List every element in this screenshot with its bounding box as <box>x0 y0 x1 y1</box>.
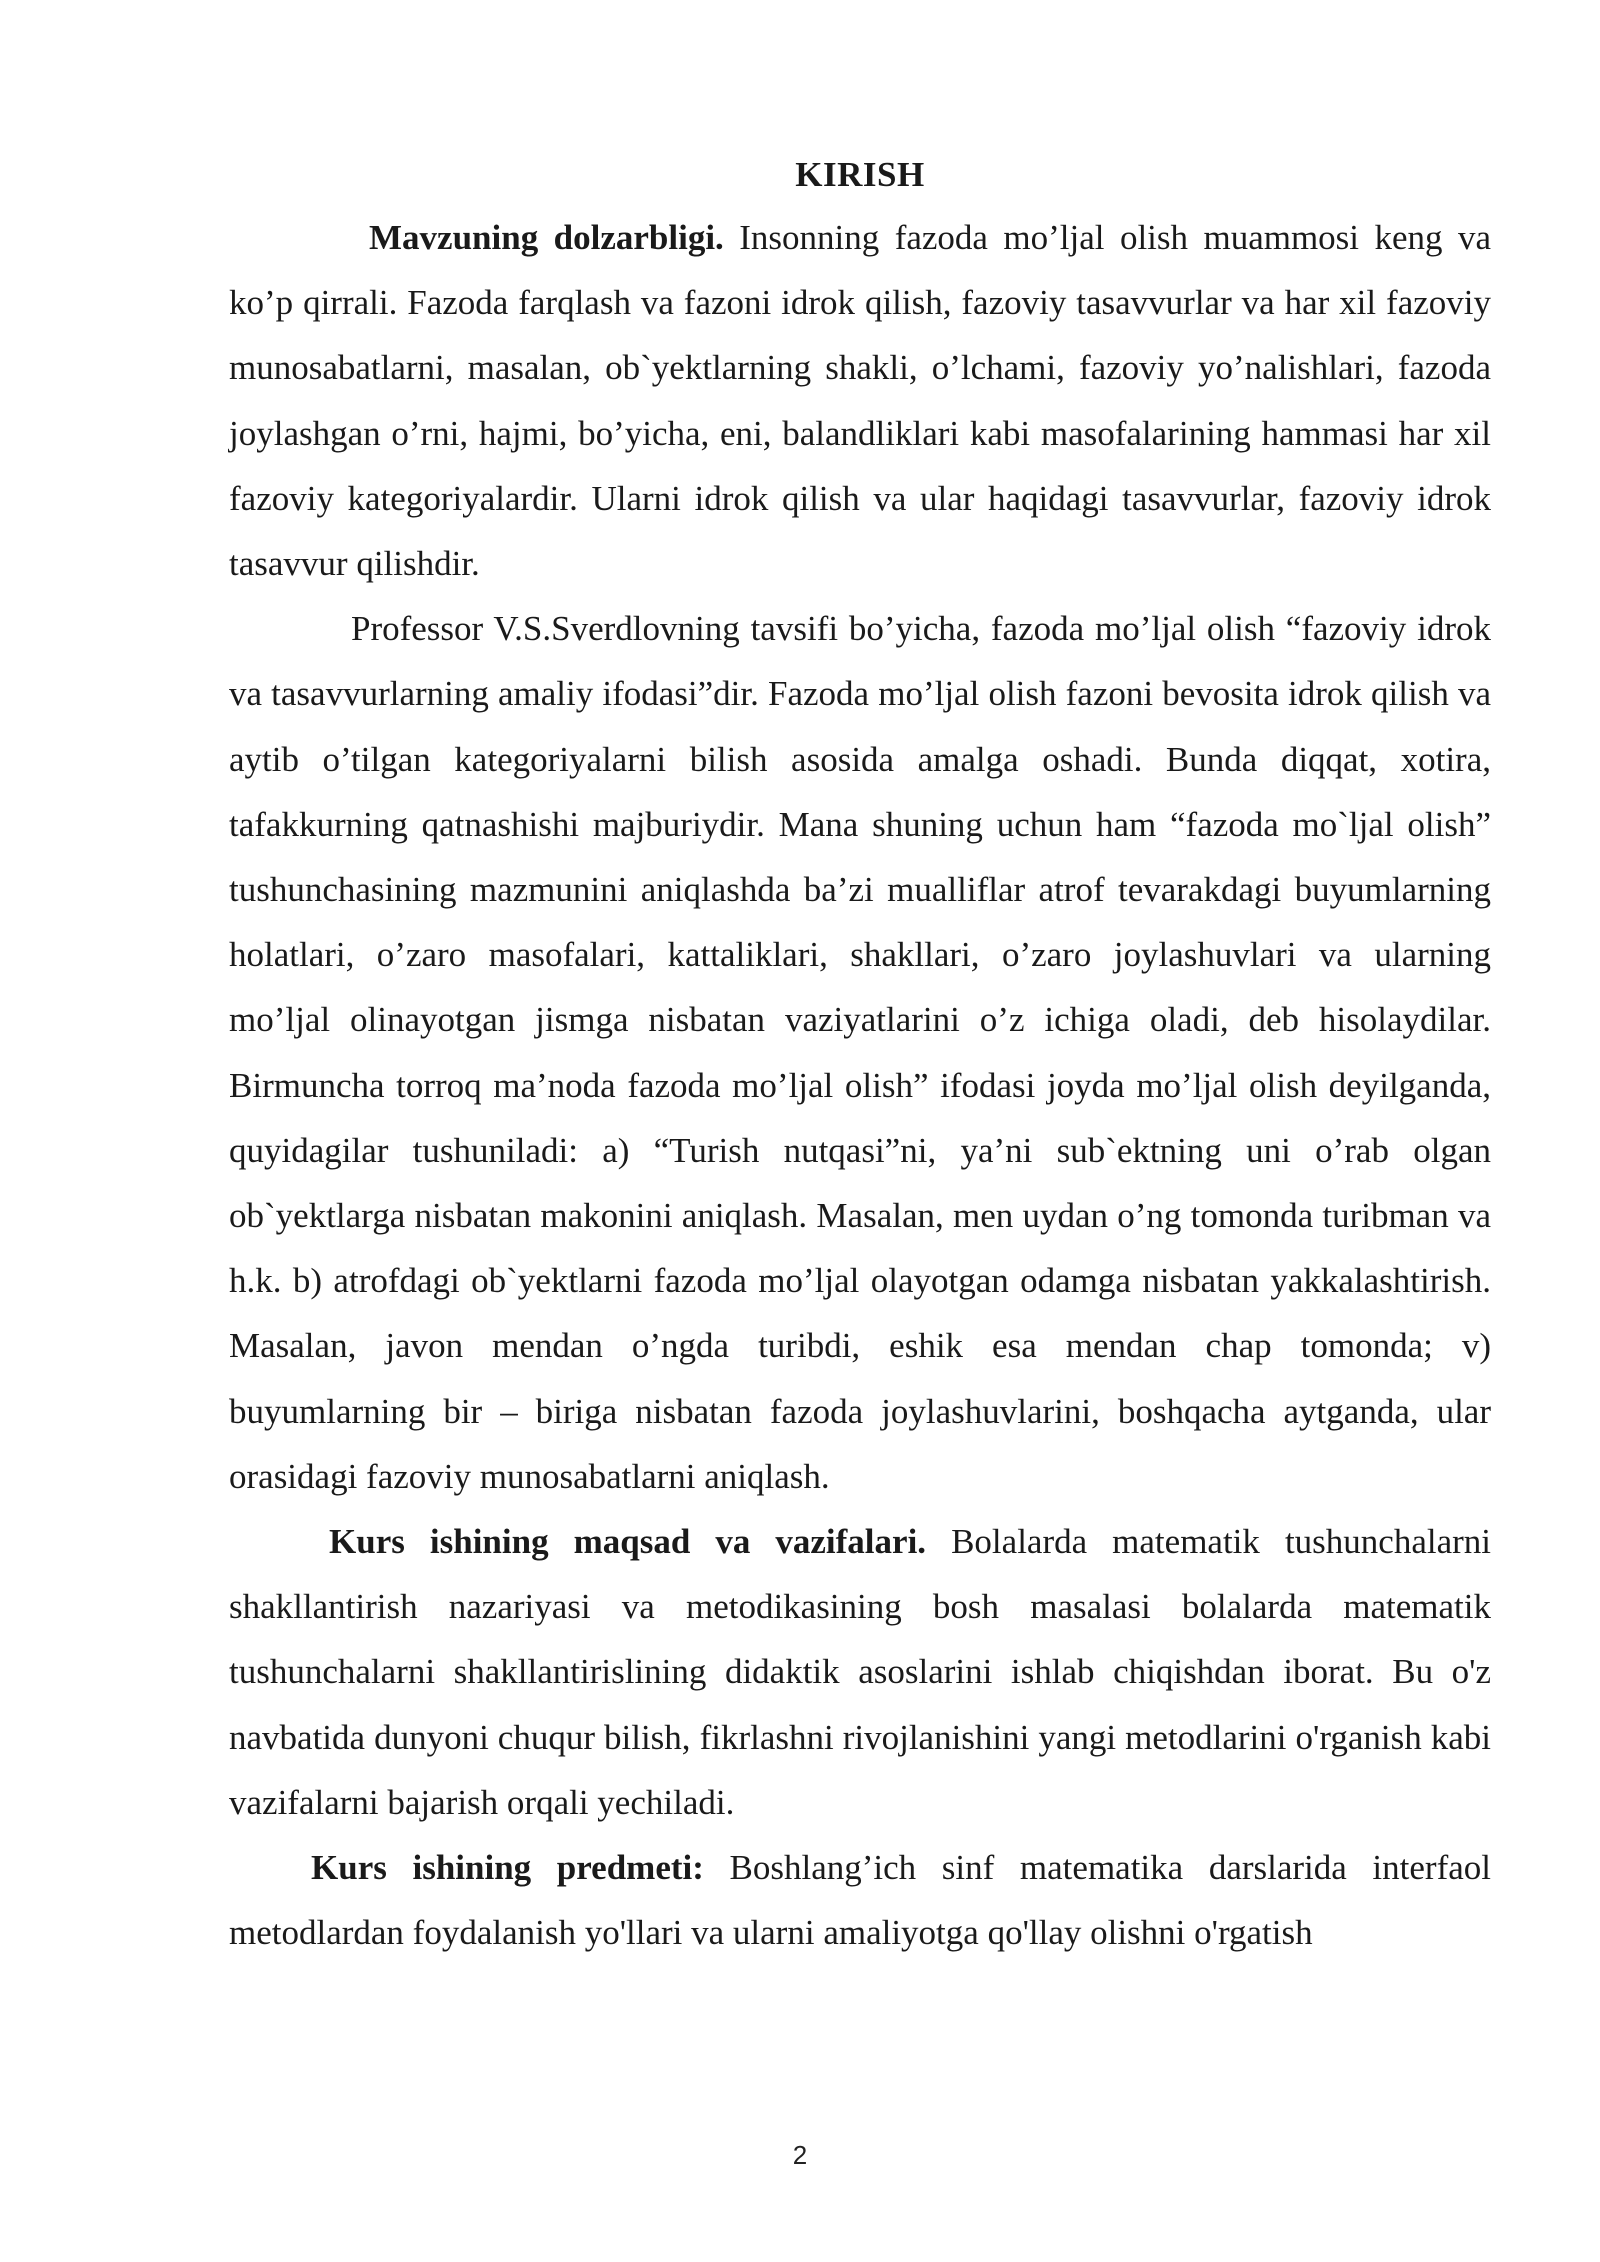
paragraph-text-sverdlov: Professor V.S.Sverdlovning tavsifi bo’yicha, fazoda mo’ljal olish “fazoviy idrok va tasavvurlarning amaliy ifodasi”dir. Fazoda mo’ljal olish fazoni bevosita idrok qilish va aytib o’tilgan kategoriyalarni bilish asosida amalga oshadi. Bunda diqqat, xotira, tafakkurning qatnashishi majburiydir. Mana shuning uchun ham “fazoda mo`ljal olish” tushunchasining mazmunini aniqlashda ba’zi mualliflar atrof tevarakdagi buyumlarning holatlari, o’zaro masofalari, kattaliklari, shakllari, o’zaro joylashuvlari va ularning mo’ljal olinayotgan jismga nisbatan vaziyatlarini o’z ichiga oladi, deb hisolaydilar. Birmuncha torroq ma’noda fazoda mo’ljal olish” ifodasi joyda mo’ljal olish deyilganda, quyidagilar tushuniladi: a) “Turish nutqasi”ni, ya’ni sub`ektning uni o’rab olgan ob`yektlarga nisbatan makonini aniqlash. Masalan, men uydan o’ng tomonda turibman va h.k. b) atrofdagi ob`yektlarni fazoda mo’ljal olayotgan odamga nisbatan yakkalashtirish. Masalan, javon mendan o’ngda turibdi, eshik esa mendan chap tomonda; v) buyumlarning bir – biriga nisbatan fazoda joylashuvlarini, boshqacha aytganda, ular orasidagi fazoviy munosabatlarni aniqlash. <box>229 609 1491 1496</box>
section-heading: KIRISH <box>795 155 925 194</box>
paragraph-lead-relevance: Mavzuning dolzarbligi. <box>369 218 724 257</box>
document-page <box>229 150 1491 1965</box>
paragraph-text-relevance: Insonning fazoda mo’ljal olish muammosi keng va ko’p qirrali. Fazoda farqlash va fazoni idrok qilish, fazoviy tasavvurlar va har xil fazoviy munosabatlarni, masalan, ob`yektlarning shakli, o’lchami, fazoviy yo’nalishlari, fazoda joylashgan o’rni, hajmi, bo’yicha, eni, balandliklari kabi masofalarining hammasi har xil fazoviy kategoriyalardir. Ularni idrok qilish va ular haqidagi tasavvurlar, fazoviy idrok tasavvur qilishdir. <box>229 218 1491 584</box>
paragraph-lead-subject: Kurs ishining predmeti: <box>311 1848 704 1888</box>
paragraph-text-subject: Boshlang’ich sinf matematika darslarida interfaol metodlardan foydalanish yo'llari va ularni amaliyotga qo'llay olishni o'rgatish <box>229 1848 1491 1953</box>
paragraph-sverdlov <box>229 596 1491 1509</box>
paragraph-lead-goals: Kurs ishining maqsad va vazifalari. <box>329 1522 927 1562</box>
paragraph-goals <box>229 1509 1491 1835</box>
paragraph-subject <box>229 1835 1491 1965</box>
paragraph-relevance <box>229 205 1491 596</box>
page-number: 2 <box>792 2140 808 2170</box>
paragraph-text-goals: Bolalarda matematik tushunchalarni shakllantirish nazariyasi va metodikasining bosh masalasi bolalarda matematik tushunchalarni shakllantirislining didaktik asoslarini ishlab chiqishdan iborat. Bu o'z navbatida dunyoni chuqur bilish, fikrlashni rivojlanishini yangi metodlarini o'rganish kabi vazifalarni bajarish orqali yechiladi. <box>229 1522 1491 1822</box>
